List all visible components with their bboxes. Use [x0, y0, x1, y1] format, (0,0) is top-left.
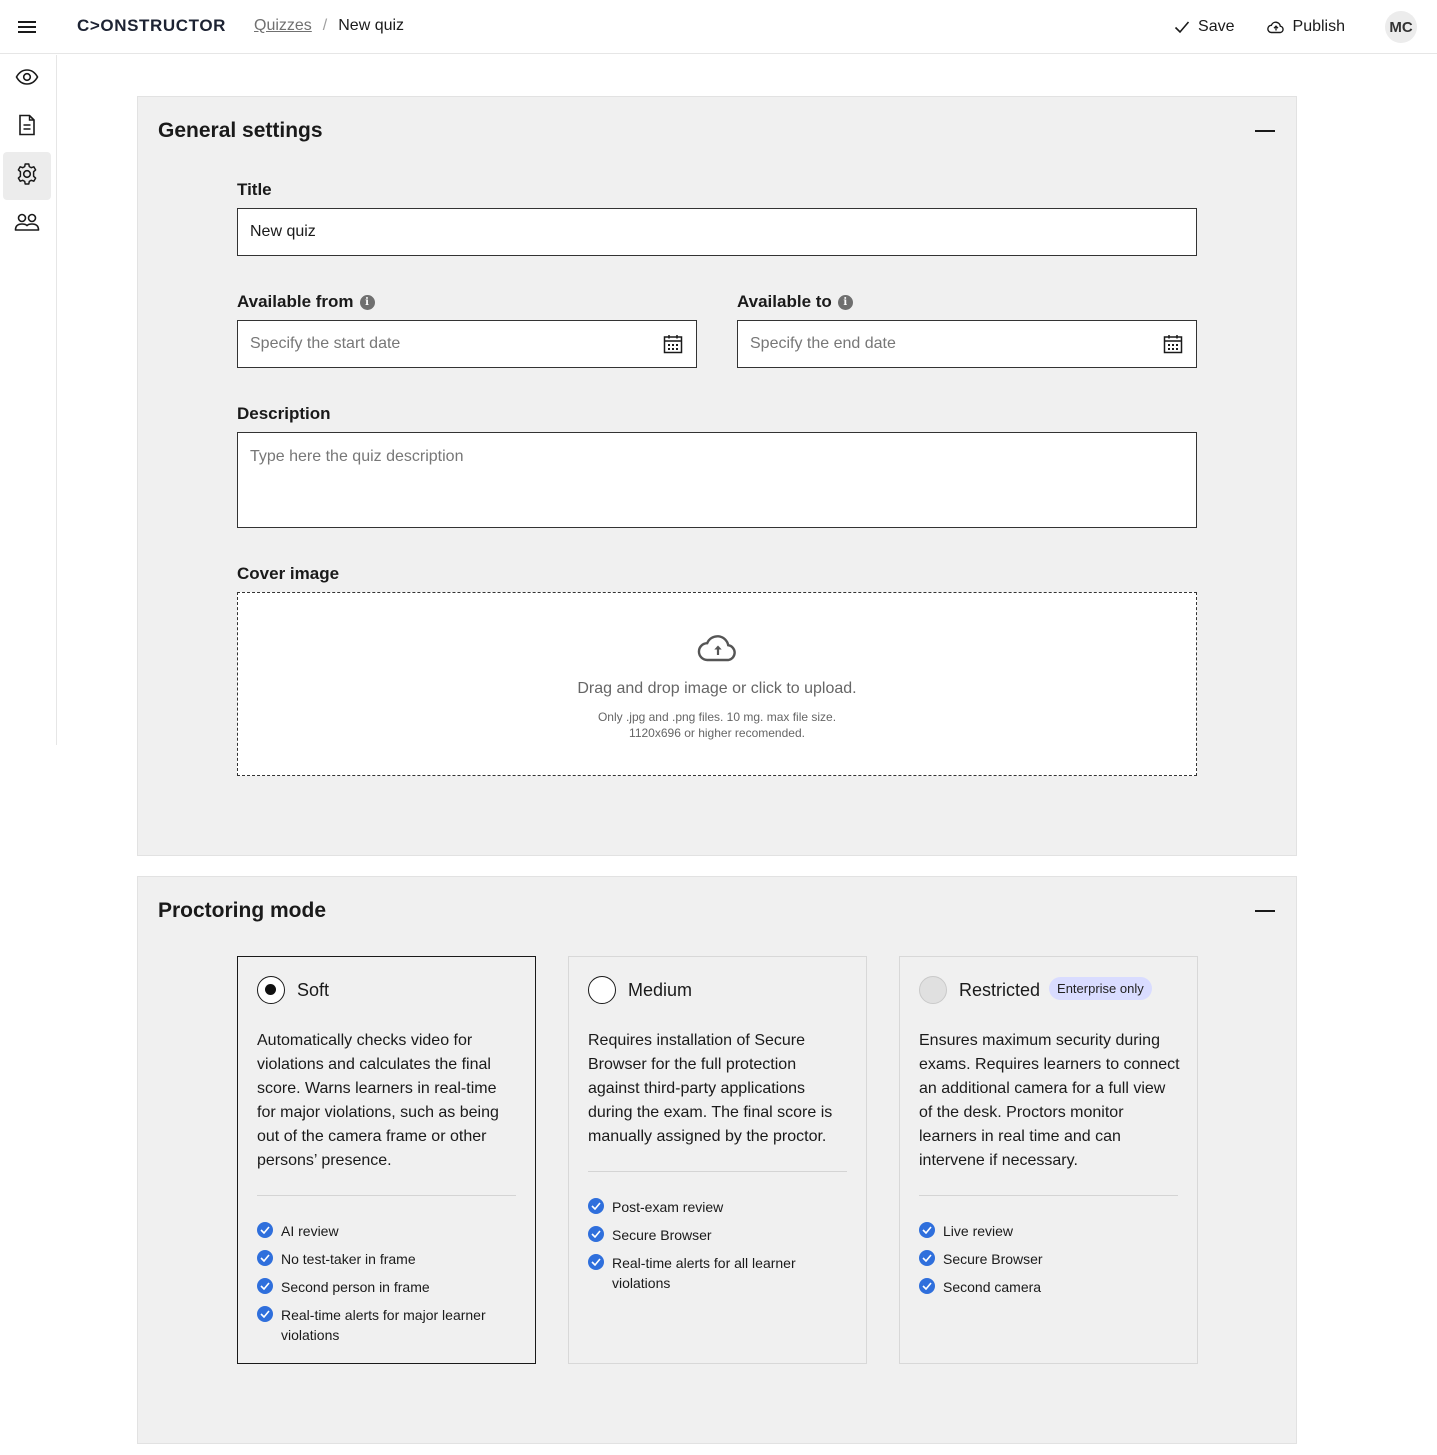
check-circle-icon [588, 1254, 604, 1270]
list-item [257, 1305, 519, 1345]
card-title-medium-text: Medium [628, 980, 693, 1000]
card-description-restricted: Ensures maximum security during exams. Requires learners to connect an additional camera for a full view of the desk. Proctors monitor learners in real time and can intervene if necessary. [919, 1032, 1180, 1169]
feature-text: AI review [281, 1223, 339, 1239]
general-settings-title: General settings [158, 119, 323, 142]
check-circle-icon [588, 1198, 604, 1214]
app-logo[interactable]: C>ONSTRUCTOR [77, 16, 227, 35]
calendar-icon[interactable] [663, 334, 683, 359]
title-label [237, 180, 272, 200]
available-to-label [737, 292, 853, 312]
users-icon [14, 210, 40, 239]
feature-text: Post-exam review [612, 1199, 724, 1215]
card-description-medium: Requires installation of Secure Browser for the full protection against third-party applications during the exam. The final score is manually assigned by the proctor. [588, 1032, 833, 1145]
check-circle-icon [257, 1250, 273, 1266]
card-title-restricted-text: Restricted [959, 980, 1041, 1000]
gear-icon [15, 162, 39, 191]
breadcrumb-separator: / [322, 17, 328, 34]
title-label-text: Title [237, 180, 272, 199]
rail-item-settings[interactable] [3, 152, 51, 200]
available-from-label [237, 292, 375, 312]
upload-instructions: Drag and drop image or click to upload. [577, 680, 857, 697]
list-item [588, 1225, 850, 1245]
description-label [237, 404, 331, 424]
cover-image-label [237, 564, 339, 584]
check-circle-icon [257, 1222, 273, 1238]
proctoring-card-medium[interactable] [568, 956, 867, 1364]
feature-text: Second person in frame [281, 1279, 430, 1295]
feature-text: Live review [943, 1223, 1014, 1239]
list-item [919, 1249, 1181, 1269]
list-item [919, 1221, 1181, 1241]
list-item [257, 1277, 519, 1297]
cover-image-dropzone[interactable] [237, 592, 1197, 776]
general-settings-collapse-button[interactable] [1255, 130, 1275, 132]
general-settings-section [137, 96, 1297, 856]
check-circle-icon [257, 1306, 273, 1322]
available-to-input[interactable] [737, 320, 1197, 368]
save-button-label: Save [1198, 18, 1235, 35]
check-circle-icon [588, 1226, 604, 1242]
proctoring-card-restricted [899, 956, 1198, 1364]
available-to-placeholder: Specify the end date [750, 335, 896, 352]
card-title-medium [628, 980, 692, 1001]
radio-medium[interactable] [588, 976, 616, 1004]
menu-icon[interactable] [17, 17, 37, 37]
save-button[interactable] [1174, 18, 1234, 36]
card-title-soft [297, 980, 329, 1001]
feature-list-restricted [919, 1221, 1181, 1305]
proctoring-card-soft[interactable] [237, 956, 536, 1364]
left-rail [0, 55, 57, 745]
available-from-input[interactable] [237, 320, 697, 368]
card-divider [257, 1195, 516, 1196]
info-icon[interactable]: i [360, 295, 375, 310]
info-icon[interactable]: i [838, 295, 853, 310]
breadcrumb-current: New quiz [338, 17, 405, 34]
description-label-text: Description [237, 404, 331, 423]
feature-list-medium [588, 1197, 850, 1301]
card-title-soft-text: Soft [297, 980, 330, 1000]
list-item [257, 1249, 519, 1269]
list-item [588, 1253, 850, 1293]
document-icon [15, 113, 39, 142]
list-item [588, 1197, 850, 1217]
card-title-restricted [959, 980, 1152, 1001]
cloud-upload-icon [1267, 20, 1285, 34]
card-divider [919, 1195, 1178, 1196]
card-description-soft: Automatically checks video for violations and calculates the final score. Warns learners in real-time for major violations, such as being out of the camera frame or other persons’ presence. [257, 1032, 499, 1169]
radio-restricted [919, 976, 947, 1004]
feature-text: Real-time alerts for major learner violations [281, 1307, 486, 1343]
publish-button[interactable] [1267, 18, 1345, 36]
cloud-upload-icon [697, 631, 739, 668]
description-textarea[interactable]: Type here the quiz description [237, 432, 1197, 528]
top-actions [1174, 0, 1437, 54]
eye-icon [15, 65, 39, 94]
check-circle-icon [919, 1278, 935, 1294]
breadcrumb [254, 17, 404, 35]
publish-button-label: Publish [1292, 18, 1345, 35]
enterprise-only-badge: Enterprise only [1049, 977, 1152, 1000]
feature-text: Real-time alerts for all learner violations [612, 1255, 796, 1291]
cover-image-label-text: Cover image [237, 564, 340, 583]
rail-item-questions[interactable] [3, 103, 51, 151]
avatar[interactable]: MC [1385, 11, 1417, 43]
feature-list-soft [257, 1221, 519, 1353]
title-input[interactable]: New quiz [237, 208, 1197, 256]
radio-soft[interactable] [257, 976, 285, 1004]
calendar-icon[interactable] [1163, 334, 1183, 359]
list-item [919, 1277, 1181, 1297]
breadcrumb-quizzes-link[interactable]: Quizzes [254, 17, 312, 34]
check-icon [1174, 20, 1190, 34]
available-from-label-text: Available from [237, 292, 354, 311]
upload-file-requirements: Only .jpg and .png files. 10 mg. max file size. [597, 710, 837, 724]
rail-item-learners[interactable] [3, 200, 51, 248]
available-to-label-text: Available to [737, 292, 832, 311]
feature-text: Secure Browser [612, 1227, 712, 1243]
proctoring-mode-section [137, 876, 1297, 1444]
list-item [257, 1221, 519, 1241]
available-from-placeholder: Specify the start date [250, 335, 401, 352]
top-bar [0, 0, 1437, 54]
upload-size-recommendation: 1120x696 or higher recomended. [629, 726, 805, 740]
feature-text: Secure Browser [943, 1251, 1043, 1267]
check-circle-icon [919, 1250, 935, 1266]
proctoring-mode-collapse-button[interactable] [1255, 910, 1275, 912]
feature-text: No test-taker in frame [281, 1251, 416, 1267]
feature-text: Second camera [943, 1279, 1042, 1295]
check-circle-icon [257, 1278, 273, 1294]
proctoring-mode-title: Proctoring mode [158, 899, 327, 922]
check-circle-icon [919, 1222, 935, 1238]
card-divider [588, 1171, 847, 1172]
rail-item-preview[interactable] [3, 55, 51, 103]
